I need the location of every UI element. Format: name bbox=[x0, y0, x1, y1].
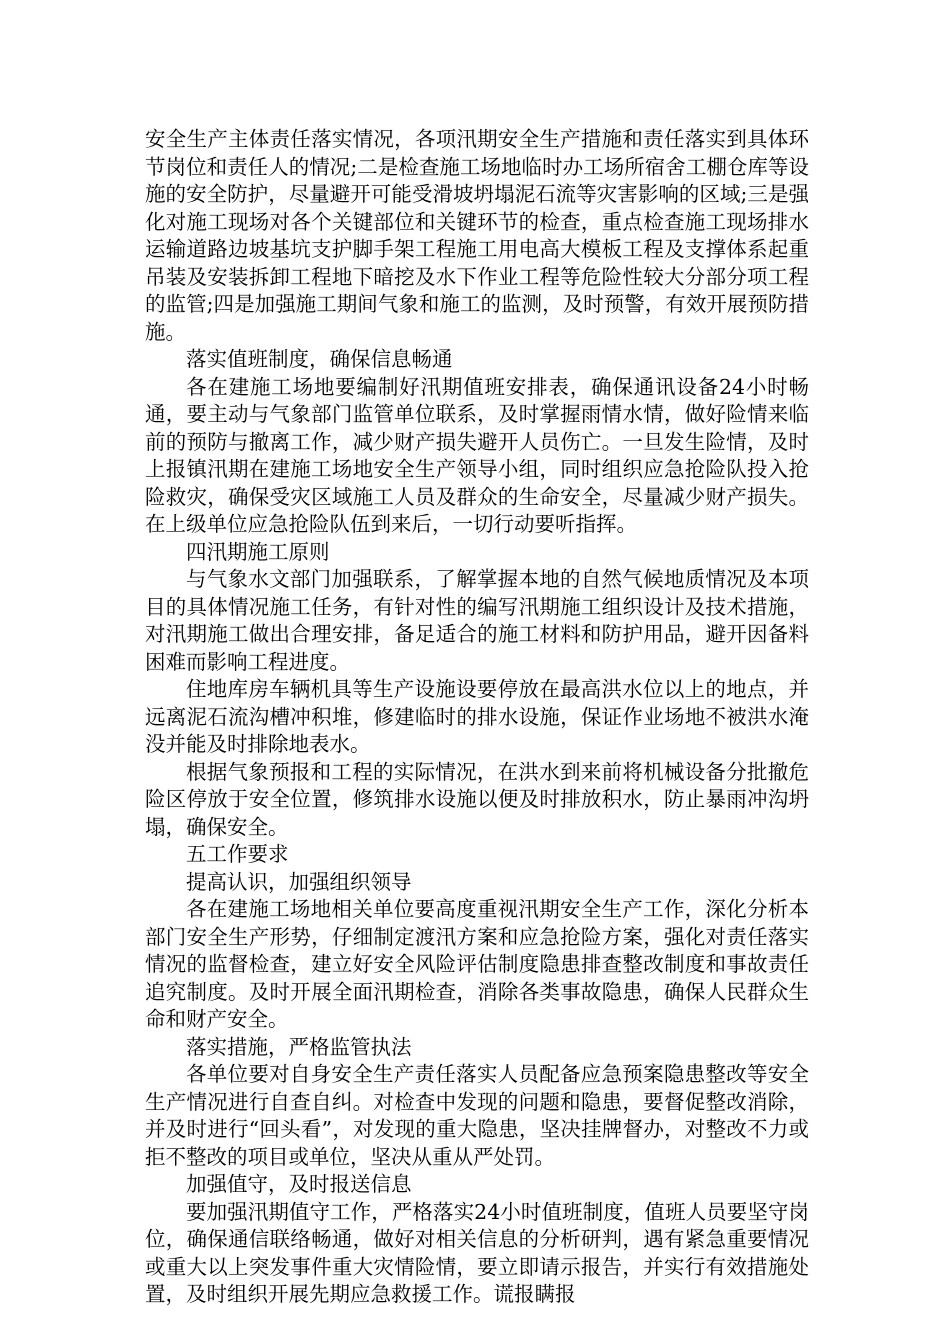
paragraph-enforcement: 各单位要对自身安全生产责任落实人员配备应急预案隐患整改等安全生产情况进行自查自纠。对检查中发现的问题和隐患，要督促整改消除，并及时进行“回头看”，对发现的重大隐患，坚决挂牌督办，对整改不力或拒不整改的项目或单位，坚决从重从严处罚。 bbox=[145, 1062, 809, 1169]
section-heading-work-requirements: 五工作要求 bbox=[186, 842, 289, 866]
paragraph-reporting: 要加强汛期值守工作，严格落实24小时值班制度，值班人员要坚守岗位，确保通信联络畅通，做好对相关信息的分析研判，遇有紧急重要情况或重大以上突发事件重大灾情险情，要立即请示报告，并实行有效措施处置，及时组织开展先期应急救援工作。谎报瞒报 bbox=[145, 1199, 809, 1306]
paragraph-awareness: 各在建施工场地相关单位要高度重视汛期安全生产工作，深化分析本部门安全生产形势，仔细制定渡汛方案和应急抢险方案，强化对责任落实情况的监督检查，建立好安全风险评估制度隐患排查整改制度和事故责任追究制度。及时开展全面汛期检查，消除各类事故隐患，确保人民群众生命和财产安全。 bbox=[145, 897, 809, 1031]
section-heading-reporting: 加强值守，及时报送信息 bbox=[186, 1172, 412, 1196]
section-heading-enforcement: 落实措施，严格监管执法 bbox=[186, 1034, 412, 1059]
paragraph-continued: 安全生产主体责任落实情况，各项汛期安全生产措施和责任落实到具体环节岗位和责任人的情况;二是检查施工场地临时办工场所宿舍工棚仓库等设施的安全防护，尽量避开可能受滑坡坍塌泥石流等灾害影响的区域;三是强化对施工现场对各个关键部位和关键环节的检查，重点检查施工现场排水运输道路边坡基坑支护脚手架工程施工用电高大模板工程及支撑体系起重吊装及安装拆卸工程地下暗挖及水下作业工程等危险性较大分部分项工程的监管;四是加强施工期间气象和施工的监测，及时预警，有效开展预防措施。 bbox=[145, 127, 809, 344]
paragraph-weather-liaison: 与气象水文部门加强联系，了解掌握本地的自然气候地质情况及本项目的具体情况施工任务，有针对性的编写汛期施工组织设计及技术措施，对汛期施工做出合理安排，备足适合的施工材料和防护用品，避开因备料困难而影响工程进度。 bbox=[145, 567, 809, 674]
section-heading-flood-principles: 四汛期施工原则 bbox=[186, 539, 330, 564]
section-heading-duty-system: 落实值班制度，确保信息畅通 bbox=[186, 347, 453, 371]
document-page bbox=[145, 126, 809, 1309]
section-heading-awareness: 提高认识，加强组织领导 bbox=[186, 869, 412, 894]
paragraph-forecast-evacuation: 根据气象预报和工程的实际情况，在洪水到来前将机械设备分批撤危险区停放于安全位置，修筑排水设施以便及时排放积水，防止暴雨冲沟坍塌，确保安全。 bbox=[145, 759, 809, 839]
paragraph-equipment-parking: 住地库房车辆机具等生产设施设要停放在最高洪水位以上的地点，并远离泥石流沟槽冲积堆，修建临时的排水设施，保证作业场地不被洪水淹没并能及时排除地表水。 bbox=[145, 677, 809, 756]
paragraph-duty-schedule: 各在建施工场地要编制好汛期值班安排表，确保通讯设备24小时畅通，要主动与气象部门监管单位联系，及时掌握雨情水情，做好险情来临前的预防与撤离工作，减少财产损失避开人员伤亡。一旦发生险情，及时上报镇汛期在建施工场地安全生产领导小组，同时组织应急抢险队投入抢险救灾，确保受灾区域施工人员及群众的生命安全，尽量减少财产损失。在上级单位应急抢险队伍到来后，一切行动要听指挥。 bbox=[145, 374, 809, 536]
